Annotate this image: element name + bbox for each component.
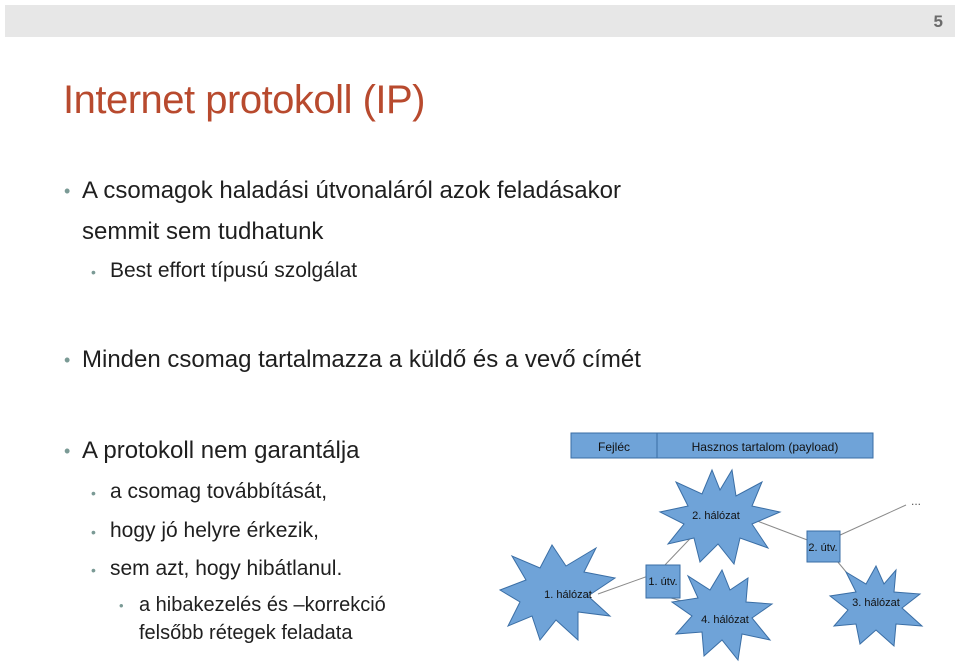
network-3-label: 3. hálózat [852, 597, 900, 609]
router-1-label: 1. útv. [648, 576, 678, 588]
router-2-label: 2. útv. [808, 542, 838, 554]
bullet-dot: • [64, 350, 71, 370]
network-1-label: 1. hálózat [544, 589, 592, 601]
bullet-dot: • [119, 598, 124, 613]
bullet-1-sub-1-text: Best effort típusú szolgálat [110, 259, 358, 282]
packet-structure [571, 433, 873, 458]
bullet-dot: • [91, 264, 96, 280]
bullet-dot: • [91, 524, 96, 540]
bullet-dot: • [64, 441, 71, 461]
bullet-1-line-2: semmit sem tudhatunk [82, 218, 324, 245]
slide-number: 5 [933, 12, 943, 31]
bullet-3-sub-3-text: sem azt, hogy hibátlanul. [110, 557, 343, 580]
bullet-dot: • [64, 181, 71, 201]
bullet-3-sub-2-text: hogy jó helyre érkezik, [110, 519, 319, 542]
slide-title: Internet protokoll (IP) [63, 78, 425, 122]
link-router2-ellipsis [838, 505, 906, 536]
bullet-3-sub-1-text: a csomag továbbítását, [110, 480, 328, 503]
bullet-dot: • [91, 562, 96, 578]
networks [500, 470, 922, 660]
bullet-1-line-1: A csomagok haladási útvonaláról azok feladásakor [82, 177, 621, 204]
packet-payload-label: Hasznos tartalom (payload) [691, 440, 839, 454]
network-4-label: 4. hálózat [701, 614, 749, 626]
bullet-3-text: A protokoll nem garantálja [82, 437, 360, 464]
bullet-3-sub-3-sub-1-line-1: a hibakezelés és –korrekció [139, 594, 386, 616]
bullet-3-sub-3-sub-1-line-2: felsőbb rétegek feladata [139, 622, 353, 644]
packet-header-label: Fejléc [597, 440, 631, 454]
bullet-2-text: Minden csomag tartalmazza a küldő és a vevő címét [82, 346, 641, 373]
network-2-label: 2. hálózat [692, 510, 740, 522]
ellipsis-label: ... [910, 494, 922, 508]
bullet-dot: • [91, 485, 96, 501]
